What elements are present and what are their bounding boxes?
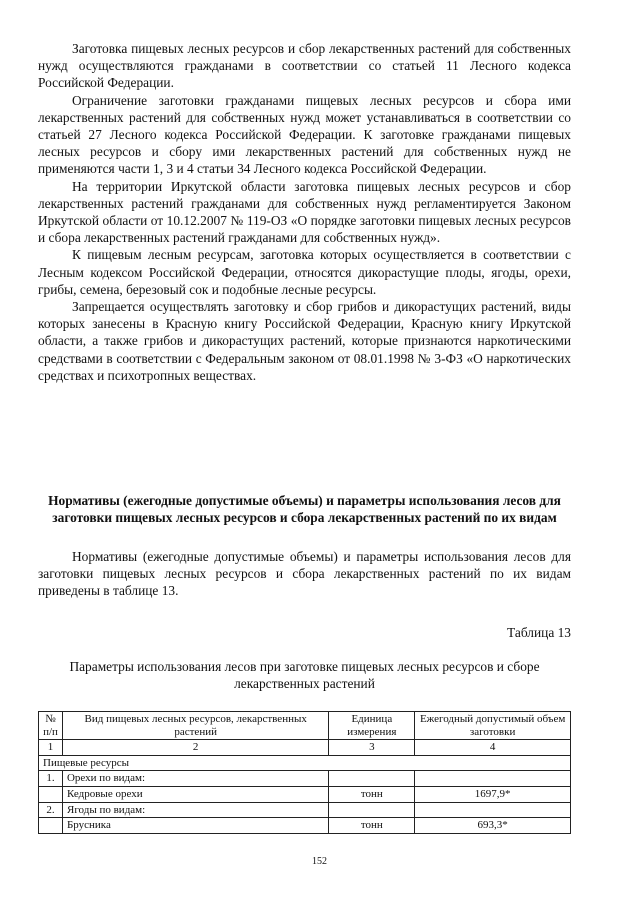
paragraph: К пищевым лесным ресурсам, заготовка которых осуществляется в соответствии с Лесным кодексом Российской Федерации, относятся дикорастущие плоды, ягоды, орехи, грибы, семена, березовый сок и подобные лесные ресурсы.	[38, 247, 571, 297]
table-caption: Параметры использования лесов при заготовке пищевых лесных ресурсов и сборе лекарственных растений	[69, 659, 540, 692]
annual-volume	[415, 771, 571, 787]
resource-name: Брусника	[62, 818, 328, 834]
annual-volume: 693,3*	[415, 818, 571, 834]
unit: тонн	[329, 818, 415, 834]
paragraph: Запрещается осуществлять заготовку и сбор грибов и дикорастущих растений, виды которых занесены в Красную книгу Российской Федерации, Красную книгу Иркутской области, а также грибов и дикорастущих растений, которые признаются наркотическими средствами в соответствии с Федеральным законом от 08.01.1998 № 3-ФЗ «О наркотических средствах и психотропных веществах.	[38, 299, 571, 383]
paragraph: На территории Иркутской области заготовка пищевых лесных ресурсов и сбор лекарственных растений гражданами для собственных нужд регламентируется Законом Иркутской области от 10.12.2007 № 119-ОЗ «О порядке заготовки пищевых лесных ресурсов и сбора лекарственных растений гражданами для собственных нужд».	[38, 178, 571, 246]
annual-volume	[415, 802, 571, 818]
resource-name: Ягоды по видам:	[62, 802, 328, 818]
page-number: 152	[312, 856, 327, 867]
section-heading: Нормативы (ежегодные допустимые объемы) и параметры использования лесов для заготовки пищевых лесных ресурсов и сбора лекарственных растений по их видам	[48, 493, 561, 526]
resource-name: Кедровые орехи	[62, 786, 328, 802]
row-number: 1.	[39, 771, 63, 787]
row-number	[39, 818, 63, 834]
unit: тонн	[329, 786, 415, 802]
paragraph: Заготовка пищевых лесных ресурсов и сбор лекарственных растений для собственных нужд осуществляются гражданами в соответствии со статьей 11 Лесного кодекса Российской Федерации.	[38, 41, 571, 91]
table-header-row	[39, 712, 571, 740]
paragraph: Ограничение заготовки гражданами пищевых лесных ресурсов и сбора ими лекарственных растений для собственных нужд может устанавливаться в соответствии со статьей 27 Лесного кодекса Российской Федерации. К заготовке гражданами пищевых лесных ресурсов и сбору ими лекарственных растений для собственных нужд не применяются части 1, 3 и 4 статьи 34 Лесного кодекса Российской Федерации.	[38, 92, 571, 177]
section-body	[38, 548, 571, 600]
resource-name: Орехи по видам:	[62, 771, 328, 787]
table-section-row	[39, 755, 571, 771]
resources-table	[38, 711, 571, 834]
column-header: Единица измерения	[329, 712, 415, 740]
table-row	[39, 818, 571, 834]
row-number	[39, 786, 63, 802]
table-row	[39, 786, 571, 802]
column-header: № п/п	[39, 712, 63, 740]
column-number-row	[39, 740, 571, 756]
annual-volume: 1697,9*	[415, 786, 571, 802]
column-header: Ежегодный допустимый объем заготовки	[415, 712, 571, 740]
table-row	[39, 802, 571, 818]
row-number: 2.	[39, 802, 63, 818]
column-number: 1	[39, 740, 63, 756]
paragraph: Нормативы (ежегодные допустимые объемы) и параметры использования лесов для заготовки пищевых лесных ресурсов и сбора лекарственных растений по их видам приведены в таблице 13.	[38, 549, 571, 599]
body-text	[38, 40, 571, 384]
table-number: Таблица 13	[507, 625, 571, 640]
column-number: 3	[329, 740, 415, 756]
section-label: Пищевые ресурсы	[39, 755, 571, 771]
unit	[329, 771, 415, 787]
column-number: 4	[415, 740, 571, 756]
unit	[329, 802, 415, 818]
column-number: 2	[62, 740, 328, 756]
table-row	[39, 771, 571, 787]
column-header: Вид пищевых лесных ресурсов, лекарственных растений	[62, 712, 328, 740]
